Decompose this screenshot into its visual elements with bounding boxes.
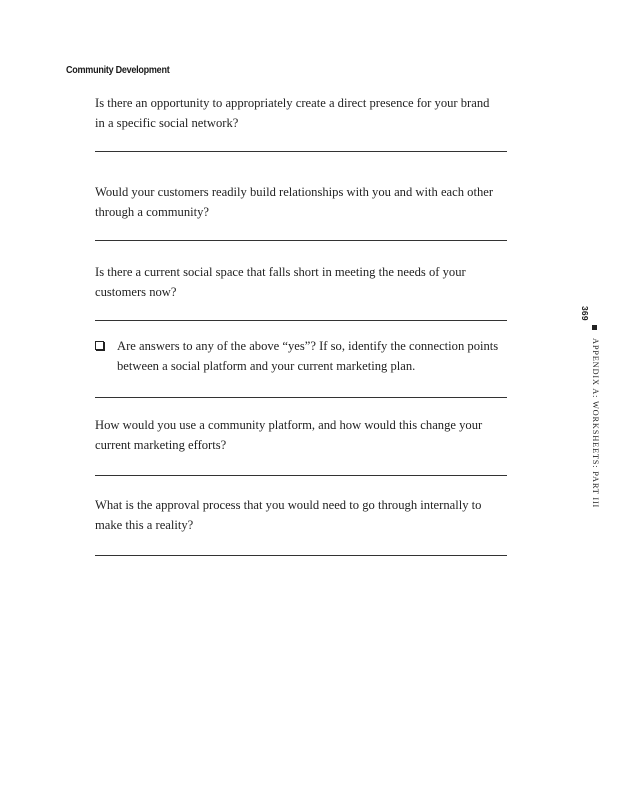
question-4-text [117, 336, 527, 376]
question-5-line-1: How would you use a community platform, and how would this change your [95, 418, 483, 432]
question-6-line-2: make this a reality? [95, 518, 194, 532]
answer-line-5[interactable] [95, 475, 507, 476]
checkbox-icon[interactable] [95, 341, 104, 350]
square-bullet-icon [592, 325, 597, 330]
question-4 [95, 336, 525, 376]
question-1-line-2: in a specific social network? [95, 116, 239, 130]
page-number: 369 [580, 306, 590, 321]
side-running-header [580, 304, 612, 509]
question-2-line-1: Would your customers readily build relationships with you and with each other [95, 185, 494, 199]
question-5 [95, 415, 525, 455]
answer-line-2[interactable] [95, 240, 507, 241]
running-title: APPENDIX A: WORKSHEETS: PART III [591, 338, 600, 509]
answer-line-6[interactable] [95, 555, 507, 556]
question-1 [95, 93, 525, 133]
question-4-line-1: Are answers to any of the above “yes”? If so, identify the connection points [117, 339, 499, 353]
question-2-line-2: through a community? [95, 205, 210, 219]
question-2 [95, 182, 525, 222]
answer-line-4[interactable] [95, 397, 507, 398]
question-5-line-2: current marketing efforts? [95, 438, 227, 452]
question-4-line-2: between a social platform and your current marketing plan. [117, 359, 416, 373]
question-3-line-2: customers now? [95, 285, 177, 299]
question-6 [95, 495, 525, 535]
section-heading: Community Development [66, 64, 170, 76]
question-6-line-1: What is the approval process that you would need to go through internally to [95, 498, 482, 512]
answer-line-3[interactable] [95, 320, 507, 321]
question-3 [95, 262, 525, 302]
question-3-line-1: Is there a current social space that falls short in meeting the needs of your [95, 265, 466, 279]
question-1-line-1: Is there an opportunity to appropriately create a direct presence for your brand [95, 96, 490, 110]
answer-line-1[interactable] [95, 151, 507, 152]
